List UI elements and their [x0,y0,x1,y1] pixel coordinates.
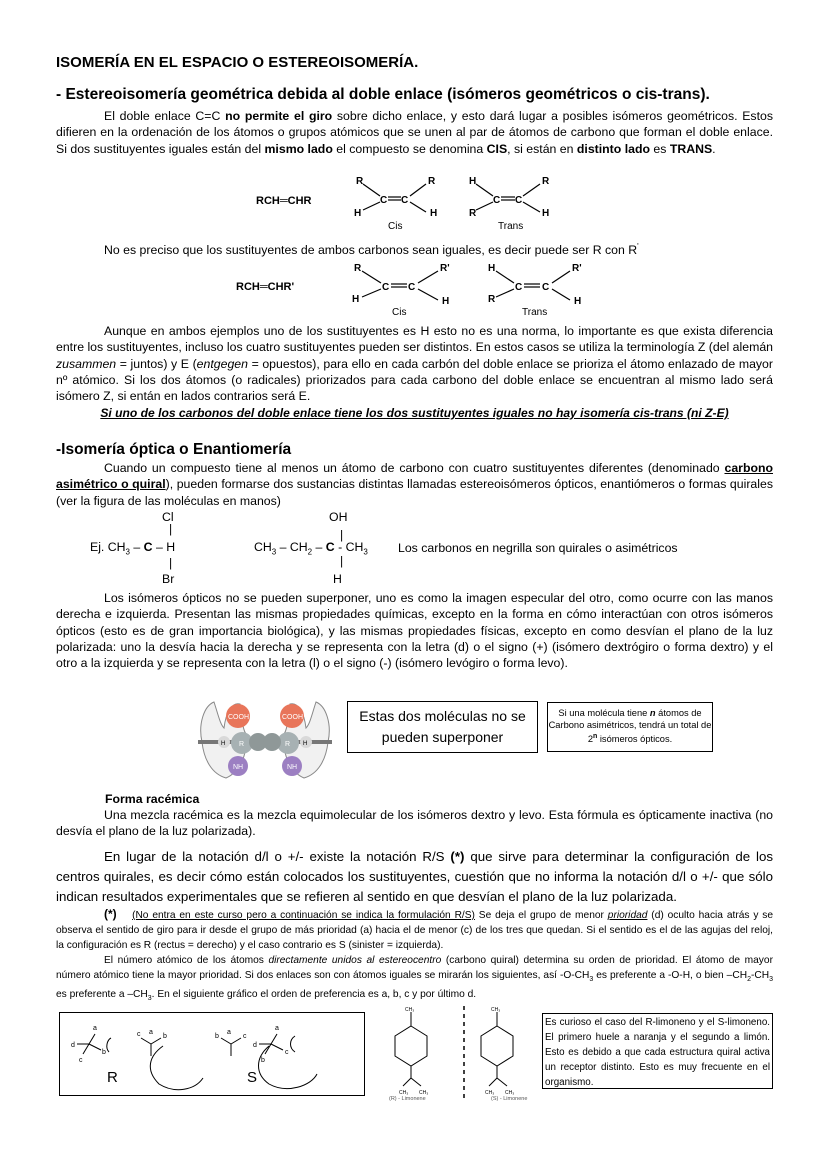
fig-c-1: c [79,1057,83,1064]
callout-2n-isomers: Si una molécula tiene n átomos de Carbono asimétricos, tendrá un total de 2$^n$ isómeros ópticos. [547,702,713,752]
cis-trans-diagram-1 [240,172,570,234]
svg-text:C: C [515,282,523,293]
paragraph-substituents: No es preciso que los sustituyentes de ambos carbonos sean iguales, es decir puede ser R con R' [104,242,639,258]
svg-text:C: C [408,282,416,293]
svg-text:C: C [515,195,523,206]
callout-not-superimposable: Estas dos moléculas no se pueden superponer [347,701,538,753]
fig-d-4: d [253,1042,257,1049]
svg-text:R: R [469,208,477,219]
svg-text:H: H [469,176,477,187]
svg-text:H: H [352,294,360,305]
limonene-structures [375,1006,545,1102]
cis-trans-note: Si uno de los carbonos del doble enlace tiene los dos sustituyentes iguales no hay isomería cis-trans (ni Z-E) [100,406,729,420]
svg-text:R: R [488,294,496,305]
paragraph-geometric-intro: El doble enlace C=C no permite el giro sobre dicho enlace, y esto dará lugar a posibles isómeros geométricos. Estos difieren en la ordenación de los átomos o grupos atómicos que se unen al par de átomos de carbono que forman el doble enlace. Si dos sustituyentes iguales están del mismo lado el compuesto se denomina CIS, si están en distinto lado es TRANS. [56,109,773,156]
label-s-limonene: (S) - Limonene [491,1096,528,1102]
cooh-left: COOH [228,714,249,721]
svg-text:R: R [542,176,550,187]
paragraph-rs-rules: (*) (No entra en este curso pero a continuación se indica la formulación R/S) Se deja el grupo de menor prioridad (d) oculto hacia atrás y se observa el sentido de giro para ir desde el grupo de más prioridad (a) hacia el de menor (c) de los tres que quedan. Si el sentido es el de las agujas del reloj, la configuración es R (rectus = derecho) y el caso contrario es S (sinister = izquierda). [56,907,774,951]
label-cis: Cis [388,221,403,232]
fig-c-3: c [243,1033,247,1040]
nh-left: NH [233,764,244,771]
svg-text:H: H [442,296,450,307]
fig-b-1: b [102,1049,106,1056]
fig-c-2: c [137,1031,141,1038]
svg-text:H: H [430,208,438,219]
lims-ch3-a: CH₃ [485,1090,495,1096]
chiral-examples: Cl | Ej. $CH_3$ – C – H | Br OH | $CH_3 - CH_2$ – C - $CH_3$ | H Los carbonos en negrilla son quirales o asimétricos [90,510,678,586]
limr-ch3-top: CH₃ [405,1007,415,1013]
fig-b-3: b [215,1033,219,1040]
heading-racemic: Forma racémica [105,792,200,806]
paragraph-z-e: Aunque en ambos ejemplos uno de los sustituyentes es H esto no es una norma, lo importante es que exista diferencia entre los sustituyentes, incluso los cuatro sustituyentes pueden ser distintos. En estos casos se utiliza la terminología Z (del alemán zusammen = juntos) y E (entgegen = opuestos), para ello en cada carbón del doble enlace se prioriza el átomo enlazado de mayor nº atómico. Si los dos átomos (o radicales) priorizados para cada carbono del doble enlace se encuentran al mismo lado será isómero Z, si entán en lados contrarios será E. [56,324,774,404]
fig-a-3: a [227,1029,231,1036]
svg-text:R: R [354,263,362,274]
label-r: R [107,1069,118,1086]
paragraph-rs-notation: En lugar de la notación d/l o +/- existe la notación R/S (*) que sirve para determinar la configuración de los centros quirales, es decir cómo están colocados los sustituyentes, cuestión que no informa la notación d/l o +/- que sólo indican resultados experimentales que se refieren al sentido en que desvían el plano de la luz polarizada. [56,849,773,904]
r-right: R [285,741,291,748]
cis-trans-diagram-2 [222,258,592,320]
label-s: S [247,1069,258,1086]
fig-a-2: a [149,1029,153,1036]
chiral-note: Los carbonos en negrilla son quirales o asimétricos [398,541,678,555]
svg-text:C: C [401,195,409,206]
section-heading-optical: -Isomería óptica o Enantiomería [56,441,292,458]
limonene-note: Es curioso el caso del R-limoneno y el S-limoneno. El primero huele a naranja y el segundo a limón. Esto es debido a que cada estructura quiral activa un receptor distinto. Esto es muy frecuente en el organismo. [542,1013,773,1089]
fig-a-1: a [93,1025,97,1032]
label-r-limonene: (R) - Limonene [389,1096,426,1102]
svg-text:R: R [356,176,364,187]
fig-b-2: b [163,1033,167,1040]
svg-text:R': R' [572,263,582,274]
paragraph-priority: El número atómico de los átomos directamente unidos al estereocentro (carbono quiral) determina su orden de prioridad. El átomo de mayor número atómico tiene la mayor prioridad. Si dos enlaces son con átomos iguales se mirarán los siguientes, así $-O-CH_3$ es preferente a -O-H, o bien $-CH_2-CH_3$ es preferente a $-CH_3$. En el siguiente gráfico el orden de preferencia es a, b, c y por último d. [56,955,773,1002]
nh-right: NH [287,764,298,771]
h-right: H [303,741,308,747]
lims-ch3-b: CH₃ [505,1090,515,1096]
r-left: R [239,741,245,748]
fig-c-4: c [285,1049,289,1056]
svg-text:C: C [382,282,390,293]
formula-rch-chr: RCH═CHR [256,195,312,207]
formula-rch-chr-prime: RCH═CHR' [236,281,295,293]
fig-b-4: b [261,1057,265,1064]
label-cis-2: Cis [392,307,407,318]
paragraph-optical-properties: Los isómeros ópticos no se pueden superponer, uno es como la imagen especular del otro, como ocurre con las manos derecha e izquierda. Presentan las mismas propiedades químicas, excepto en la forma en cómo interactúan con otros isómeros ópticos (esto es de gran importancia biológica), y las mismas propiedades físicas, excepto en como desvían el plano de la luz polarizada: uno la desvía hacia la derecha y se representa con la letra (d) o el signo (+) (isómero dextrógiro o forma dextro) y el otro a la izquierda y se representa con la letra (l) o el signo (-) (isómero levógiro o forma levo). [56,591,773,671]
svg-text:H: H [542,208,550,219]
svg-text:C: C [493,195,501,206]
svg-text:H: H [488,263,496,274]
rs-configuration-figure [59,1012,365,1096]
hands-molecules-figure [190,694,340,784]
cooh-right: COOH [282,714,303,721]
lims-ch3-top: CH₃ [491,1007,501,1013]
label-trans-2: Trans [522,307,548,318]
svg-text:C: C [380,195,388,206]
svg-text:C: C [542,282,550,293]
svg-text:H: H [354,208,362,219]
section-heading-geometric: - Estereoisomería geométrica debida al doble enlace (isómeros geométricos o cis-trans). [56,86,710,103]
page-title: ISOMERÍA EN EL ESPACIO O ESTEREOISOMERÍA. [56,54,419,71]
label-trans: Trans [498,221,524,232]
svg-text:R': R' [440,263,450,274]
h-left: H [221,741,226,747]
svg-text:R: R [428,176,436,187]
paragraph-optical-intro: Cuando un compuesto tiene al menos un átomo de carbono con cuatro sustituyentes diferentes (denominado carbono asimétrico o quiral), pueden formarse dos sustancias distintas llamadas estereoisómeros ópticos, enantiómeros o formas quirales (ver la figura de las moléculas en manos) [56,461,773,508]
svg-text:H: H [574,296,582,307]
paragraph-racemic: Una mezcla racémica es la mezcla equimolecular de los isómeros dextro y levo. Esta fórmula es ópticamente inactiva (no desvía el plano de la luz polarizada). [56,808,773,839]
fig-a-4: a [275,1025,279,1032]
fig-d-1: d [71,1042,75,1049]
limr-ch3-b: CH₃ [419,1090,429,1096]
limr-ch3-a: CH₃ [399,1090,409,1096]
